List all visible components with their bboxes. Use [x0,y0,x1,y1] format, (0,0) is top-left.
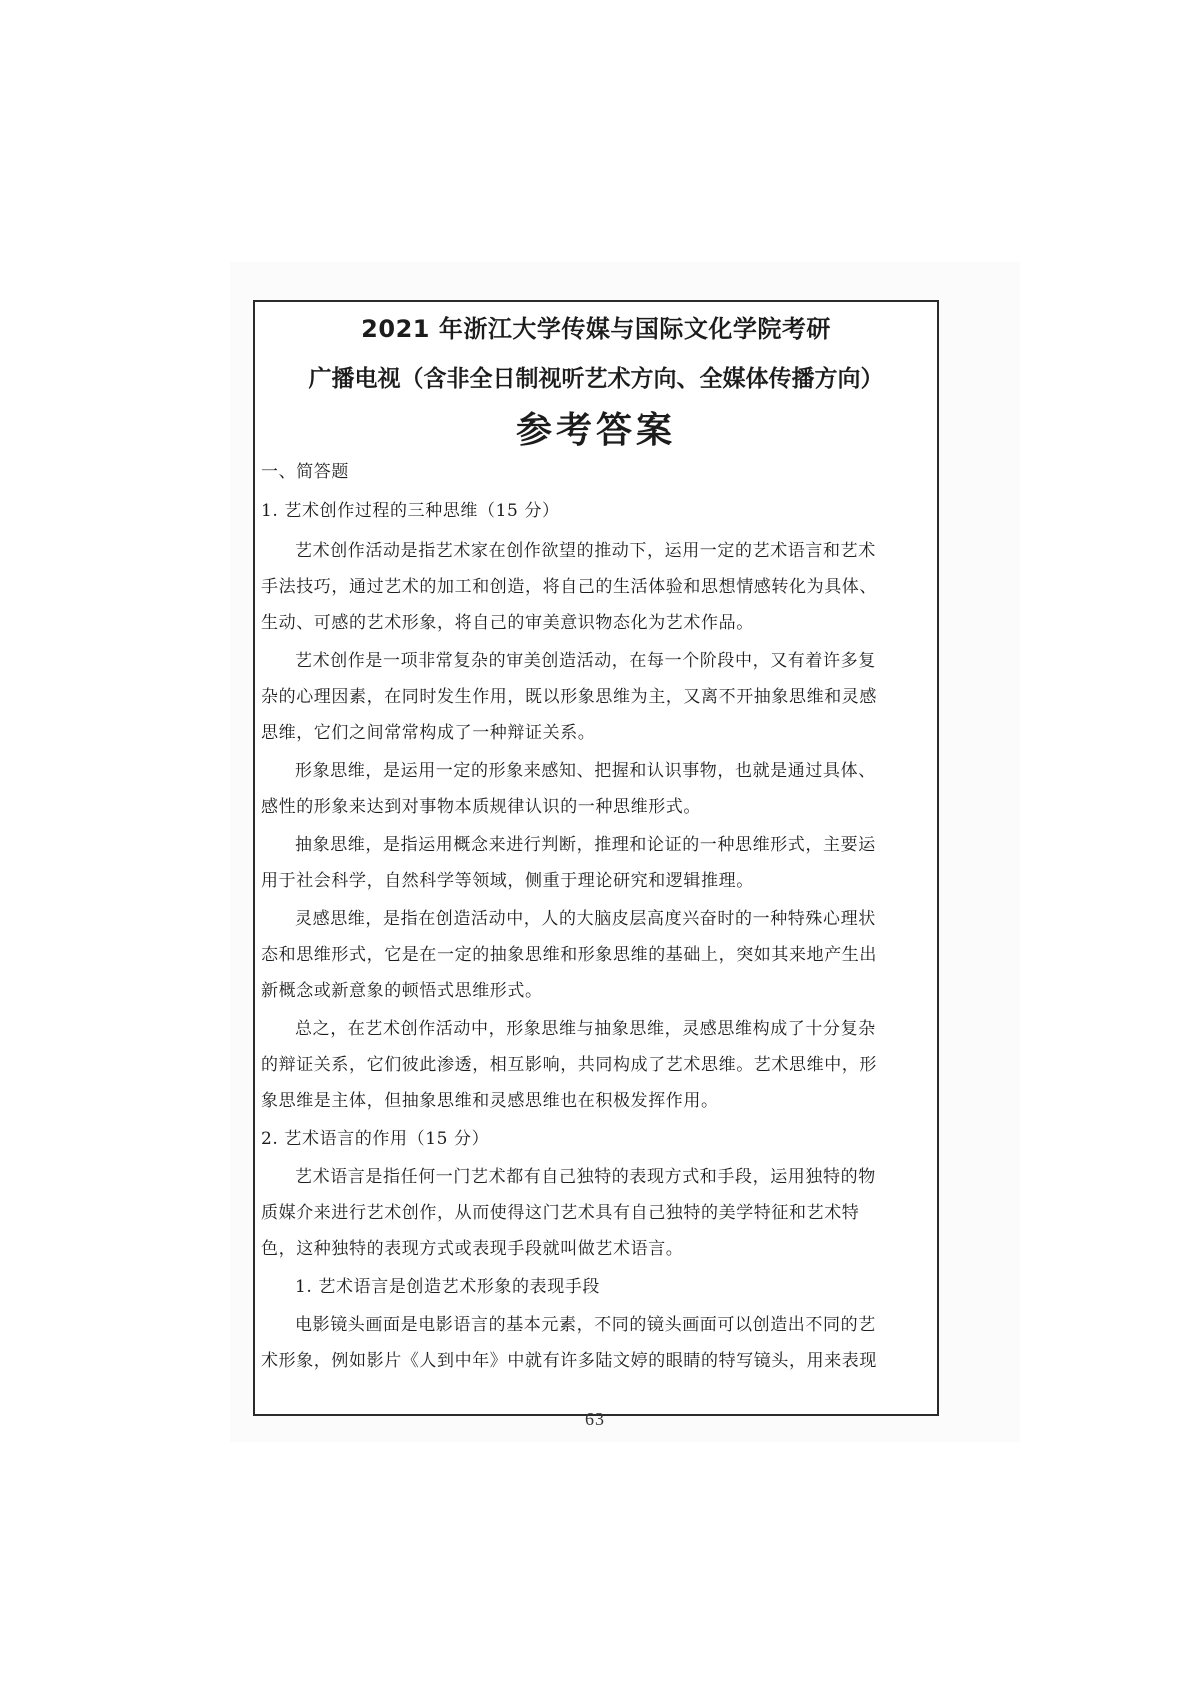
text-line: 感性的形象来达到对事物本质规律认识的一种思维形式。 [261,797,701,817]
document-title: 2021 年浙江大学传媒与国际文化学院考研 [361,315,831,343]
text-line: 艺术创作是一项非常复杂的审美创造活动，在每一个阶段中，又有着许多复 [295,651,876,671]
text-line: 形象思维，是运用一定的形象来感知、把握和认识事物，也就是通过具体、 [295,761,876,781]
text-line: 象思维是主体，但抽象思维和灵感思维也在积极发挥作用。 [261,1091,719,1111]
text-line: 生动、可感的艺术形象，将自己的审美意识物态化为艺术作品。 [261,613,754,633]
text-line: 灵感思维，是指在创造活动中，人的大脑皮层高度兴奋时的一种特殊心理状 [295,909,876,929]
answer-frame [253,300,939,1416]
section-heading: 一、简答题 [261,462,349,482]
text-line: 用于社会科学，自然科学等领域，侧重于理论研究和逻辑推理。 [261,871,754,891]
text-line: 的辩证关系，它们彼此渗透，相互影响，共同构成了艺术思维。艺术思维中，形 [261,1055,877,1075]
page-number: 63 [585,1409,605,1429]
text-line: 电影镜头画面是电影语言的基本元素，不同的镜头画面可以创造出不同的艺 [295,1315,876,1335]
text-line: 术形象，例如影片《人到中年》中就有许多陆文婷的眼睛的特写镜头，用来表现 [261,1351,877,1371]
text-line: 杂的心理因素，在同时发生作用，既以形象思维为主，又离不开抽象思维和灵感 [261,687,877,707]
question-heading: 2. 艺术语言的作用（15 分） [261,1129,490,1149]
text-line: 态和思维形式，它是在一定的抽象思维和形象思维的基础上，突如其来地产生出 [261,945,877,965]
text-line: 质媒介来进行艺术创作，从而使得这门艺术具有自己独特的美学特征和艺术特 [261,1203,860,1223]
document-subtitle: 广播电视（含非全日制视听艺术方向、全媒体传播方向） [308,366,884,392]
text-line: 抽象思维，是指运用概念来进行判断，推理和论证的一种思维形式，主要运 [295,835,876,855]
text-line: 艺术语言是指任何一门艺术都有自己独特的表现方式和手段，运用独特的物 [295,1167,876,1187]
text-line: 新概念或新意象的顿悟式思维形式。 [261,981,543,1001]
text-line: 思维，它们之间常常构成了一种辩证关系。 [261,723,596,743]
frame-mark [937,728,939,748]
subheading: 1. 艺术语言是创造艺术形象的表现手段 [295,1277,601,1297]
text-line: 艺术创作活动是指艺术家在创作欲望的推动下，运用一定的艺术语言和艺术 [295,541,876,561]
text-line: 色，这种独特的表现方式或表现手段就叫做艺术语言。 [261,1239,684,1259]
text-line: 总之，在艺术创作活动中，形象思维与抽象思维，灵感思维构成了十分复杂 [295,1019,876,1039]
document-heading: 参考答案 [515,409,676,451]
question-heading: 1. 艺术创作过程的三种思维（15 分） [261,501,560,521]
text-line: 手法技巧，通过艺术的加工和创造，将自己的生活体验和思想情感转化为具体、 [261,577,877,597]
